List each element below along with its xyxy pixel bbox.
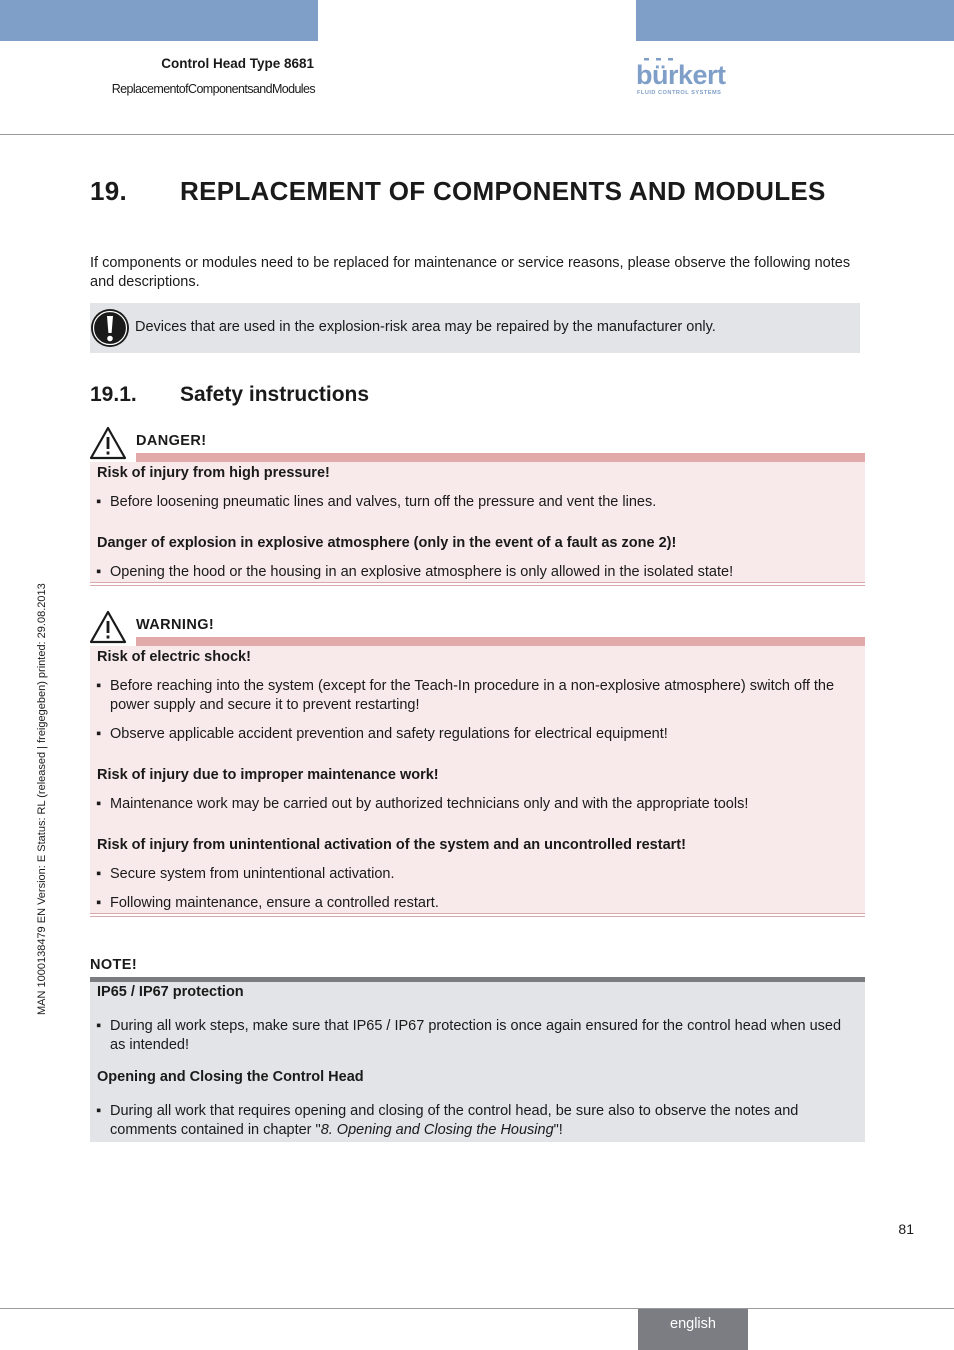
- warning-bar: [136, 637, 865, 646]
- chapter-number: 19.: [90, 176, 128, 206]
- warning-heading: Risk of electric shock!: [97, 649, 251, 665]
- chapter-intro: If components or modules need to be replaced for maintenance or service reasons, please observe the following notes and descriptions.: [90, 255, 851, 290]
- danger-heading: Danger of explosion in explosive atmosphere (only in the event of a fault as zone 2)!: [97, 535, 677, 551]
- exclamation-icon: [90, 308, 130, 348]
- danger-bullet: ▪ Before loosening pneumatic lines and valves, turn off the pressure and vent the lines.: [96, 494, 657, 510]
- warning-rule: [90, 913, 865, 914]
- warning-triangle-icon: [89, 610, 127, 644]
- danger-rule: [90, 585, 865, 586]
- header-bar-right: [636, 0, 954, 41]
- header-bar-left: [0, 0, 318, 41]
- warning-triangle-icon: [89, 426, 127, 460]
- chapter-reference: 8. Opening and Closing the Housing: [320, 1122, 554, 1138]
- page-number: 81: [898, 1221, 914, 1237]
- footer-rule: [0, 1308, 954, 1309]
- chapter-title: REPLACEMENT OF COMPONENTS AND MODULES: [180, 176, 826, 206]
- danger-label: DANGER!: [136, 433, 207, 449]
- danger-heading: Risk of injury from high pressure!: [97, 465, 330, 481]
- document-subtitle: ReplacementofComponentsandModules: [111, 82, 315, 96]
- section-number: 19.1.: [90, 383, 137, 406]
- header-rule: [0, 134, 954, 135]
- side-document-info: MAN 1000138479 EN Version: E Status: RL (released | freigegeben) printed: 29.08.2013: [36, 583, 48, 1015]
- logo-wordmark: bürkert: [636, 60, 726, 90]
- document-title: Control Head Type 8681: [161, 56, 314, 71]
- explosion-note-box: [90, 303, 860, 353]
- language-tab: english: [638, 1309, 748, 1350]
- logo-tagline: FLUID CONTROL SYSTEMS: [637, 90, 722, 96]
- warning-bullet: ▪ Secure system from unintentional activation.: [96, 866, 395, 882]
- note-heading: Opening and Closing the Control Head: [97, 1069, 364, 1085]
- warning-bullet: ▪ Maintenance work may be carried out by authorized technicians only and with the appropriate tools!: [96, 796, 749, 812]
- note-bullet: ▪ During all work steps, make sure that IP65 / IP67 protection is once again ensured for the control head when used as intended!: [96, 1018, 842, 1053]
- explosion-note-text: Devices that are used in the explosion-risk area may be repaired by the manufacturer only.: [135, 319, 716, 335]
- warning-label: WARNING!: [136, 617, 215, 633]
- burkert-logo: [636, 56, 746, 96]
- warning-bullet: ▪ Before reaching into the system (except for the Teach-In procedure in a non-explosive atmosphere) switch off the power supply and secure it to prevent restarting!: [96, 678, 835, 713]
- warning-heading: Risk of injury due to improper maintenance work!: [97, 767, 439, 783]
- warning-rule: [90, 916, 865, 917]
- warning-heading: Risk of injury from unintentional activation of the system and an uncontrolled restart!: [97, 837, 686, 853]
- warning-bullet: ▪ Observe applicable accident prevention and safety regulations for electrical equipment!: [96, 726, 668, 742]
- section-title: Safety instructions: [180, 383, 370, 406]
- danger-rule: [90, 582, 865, 583]
- note-bullet: ▪ During all work that requires opening and closing of the control head, be sure also to observe the notes and comments contained in chapter "8. Opening and Closing the Housing"!: [96, 1103, 799, 1138]
- danger-bar: [136, 453, 865, 462]
- warning-bullet: ▪ Following maintenance, ensure a controlled restart.: [96, 895, 439, 911]
- note-label: NOTE!: [90, 957, 138, 973]
- danger-bullet: ▪ Opening the hood or the housing in an explosive atmosphere is only allowed in the isolated state!: [96, 564, 734, 580]
- note-heading: IP65 / IP67 protection: [97, 984, 244, 1000]
